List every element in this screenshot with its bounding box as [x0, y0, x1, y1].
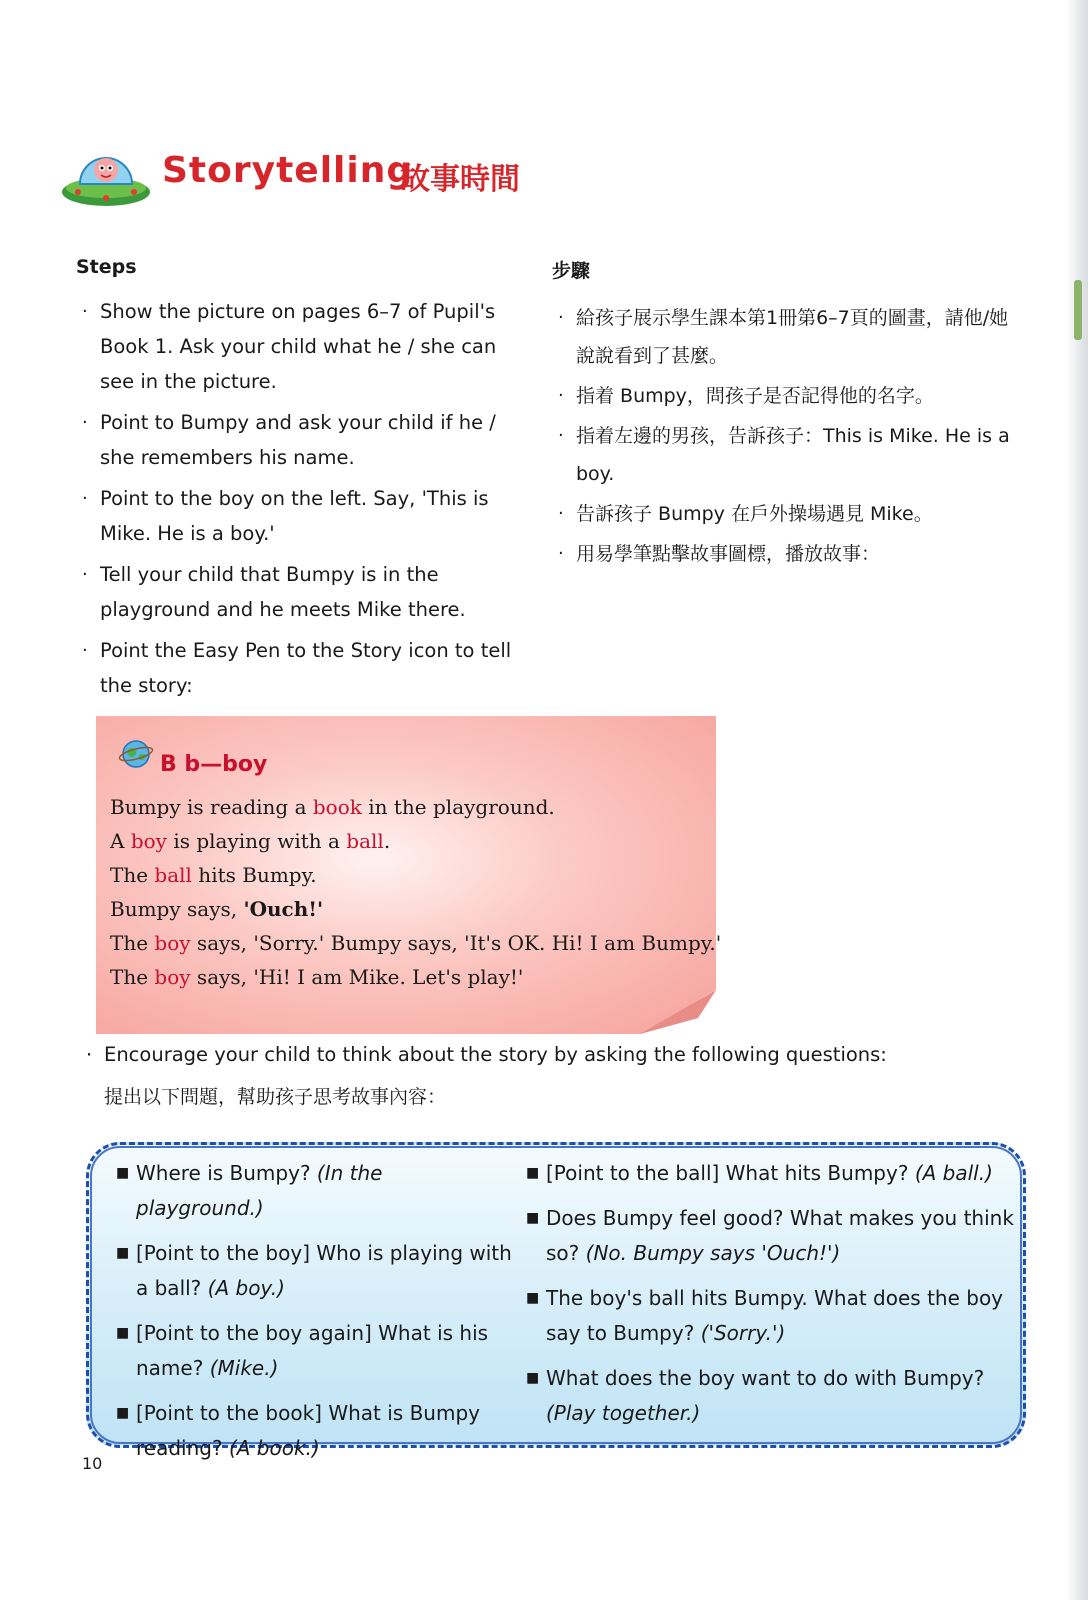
- story-keyword: boy: [154, 931, 191, 955]
- question-item: [116, 1396, 516, 1466]
- story-line: [110, 960, 710, 994]
- bullet-dot-icon: ·: [82, 640, 88, 661]
- page-curl-icon: [640, 990, 716, 1034]
- story-segment: Bumpy says,: [110, 897, 244, 921]
- bullet-dot-icon: ·: [558, 425, 564, 446]
- question-item: [526, 1361, 1016, 1431]
- story-line: [110, 892, 710, 926]
- story-keyword: boy: [154, 965, 191, 989]
- story-segment: A: [110, 829, 131, 853]
- question-item: [116, 1236, 516, 1306]
- step-text-zh: 指着左邊的男孩，告訴孩子：This is Mike. He is a boy.: [576, 425, 1010, 485]
- question-text: [Point to the book] What is Bumpy reading?: [136, 1401, 480, 1460]
- question-item: [526, 1281, 1016, 1351]
- story-keyword: ball: [346, 829, 384, 853]
- story-segment: is playing with a: [166, 829, 347, 853]
- step-text: Point the Easy Pen to the Story icon to tell the story:: [100, 639, 512, 697]
- step-text: Tell your child that Bumpy is in the playground and he meets Mike there.: [100, 563, 466, 621]
- steps-english: [76, 256, 536, 709]
- step-text-zh: 指着 Bumpy，問孩子是否記得他的名字。: [576, 385, 934, 407]
- step-item-zh: [552, 535, 1012, 573]
- square-bullet-icon: ■: [116, 1165, 130, 1181]
- question-item: [526, 1156, 1016, 1191]
- bullet-dot-icon: ·: [558, 307, 564, 328]
- page-tab-marker: [1074, 280, 1082, 340]
- step-item-zh: [552, 417, 1012, 493]
- story-line: [110, 926, 722, 960]
- question-text: Where is Bumpy?: [136, 1161, 317, 1185]
- story-line: [110, 858, 710, 892]
- answer-text: (Mike.): [209, 1356, 279, 1380]
- story-line: [110, 824, 710, 858]
- story-keyword: book: [312, 795, 362, 819]
- questions-right-column: [526, 1156, 1016, 1441]
- bullet-dot-icon: ·: [82, 488, 88, 509]
- steps-heading: Steps: [76, 256, 137, 278]
- encourage-text-zh: 提出以下問題，幫助孩子思考故事內容：: [104, 1086, 447, 1108]
- steps-heading-zh: 步驟: [552, 260, 591, 282]
- step-text-zh: 給孩子展示學生課本第1冊第6–7頁的圖畫，請他/她說說看到了甚麼。: [576, 307, 1009, 367]
- story-text: [110, 790, 722, 994]
- answer-text: (A boy.): [207, 1276, 285, 1300]
- section-header: [60, 140, 660, 220]
- answer-text: (Play together.): [546, 1401, 701, 1425]
- story-globe-icon[interactable]: [118, 738, 154, 770]
- question-text: The boy's ball hits Bumpy. What does the boy say to Bumpy?: [546, 1286, 1004, 1345]
- question-item: [116, 1316, 516, 1386]
- steps-list-zh: [552, 299, 1012, 573]
- step-item-zh: [552, 377, 1012, 415]
- story-segment: says, 'Sorry.' Bumpy says, 'It's OK. Hi! I am Bumpy.': [190, 931, 722, 955]
- square-bullet-icon: ■: [526, 1165, 540, 1181]
- question-item: [116, 1156, 516, 1226]
- step-item: [76, 405, 536, 475]
- square-bullet-icon: ■: [116, 1325, 130, 1341]
- answer-text: (No. Bumpy says 'Ouch!'): [585, 1241, 841, 1265]
- step-text: Point to the boy on the left. Say, 'This is Mike. He is a boy.': [100, 487, 489, 545]
- encourage-instructions: [86, 1040, 986, 1112]
- steps-list: [76, 294, 536, 703]
- answer-text: (A ball.): [914, 1161, 993, 1185]
- story-segment: says, 'Hi! I am Mike. Let's play!': [190, 965, 524, 989]
- step-text: Point to Bumpy and ask your child if he / she remembers his name.: [100, 411, 496, 469]
- question-item: [526, 1201, 1016, 1271]
- question-text: Does Bumpy feel good? What makes you think so?: [546, 1206, 1014, 1265]
- square-bullet-icon: ■: [116, 1405, 130, 1421]
- section-title-zh: 故事時間: [400, 162, 520, 197]
- answer-text: ('Sorry.'): [700, 1321, 786, 1345]
- step-item: [76, 294, 536, 399]
- story-keyword: boy: [130, 829, 167, 853]
- question-text: [Point to the ball] What hits Bumpy?: [546, 1161, 915, 1185]
- story-segment: The: [110, 863, 155, 887]
- story-segment: Bumpy is reading a: [110, 795, 313, 819]
- bullet-dot-icon: ·: [558, 543, 564, 564]
- bullet-dot-icon: ·: [558, 503, 564, 524]
- square-bullet-icon: ■: [526, 1210, 540, 1226]
- square-bullet-icon: ■: [526, 1370, 540, 1386]
- step-item-zh: [552, 495, 1012, 533]
- page-number: 10: [82, 1454, 103, 1473]
- step-text: Show the picture on pages 6–7 of Pupil's Book 1. Ask your child what he / she can see in the picture.: [100, 300, 497, 393]
- step-item: [76, 633, 536, 703]
- ufo-mascot-icon: [60, 140, 156, 216]
- steps-chinese: [552, 256, 1012, 575]
- question-text: What does the boy want to do with Bumpy?: [546, 1366, 985, 1390]
- step-item-zh: [552, 299, 1012, 375]
- square-bullet-icon: ■: [116, 1245, 130, 1261]
- encourage-text-en: Encourage your child to think about the story by asking the following questions:: [104, 1043, 887, 1066]
- phonics-letter-label: B b—boy: [160, 752, 268, 777]
- step-text-zh: 用易學筆點擊故事圖標，播放故事：: [576, 543, 881, 565]
- story-segment: in the playground.: [361, 795, 555, 819]
- encourage-text: [86, 1040, 986, 1070]
- story-segment: The: [110, 931, 155, 955]
- bullet-dot-icon: ·: [558, 385, 564, 406]
- step-text-zh: 告訴孩子 Bumpy 在戶外操場遇見 Mike。: [576, 503, 933, 525]
- story-segment: .: [383, 829, 391, 853]
- question-text: [Point to the boy] Who is playing with a ball?: [136, 1241, 512, 1300]
- question-text: [Point to the boy again] What is his name?: [136, 1321, 489, 1380]
- story-keyword: ball: [154, 863, 192, 887]
- section-title: Storytelling: [162, 150, 414, 191]
- step-item: [76, 557, 536, 627]
- bullet-dot-icon: ·: [82, 412, 88, 433]
- bullet-dot-icon: ·: [82, 301, 88, 322]
- story-line: [110, 790, 710, 824]
- bullet-dot-icon: ·: [86, 1043, 93, 1066]
- square-bullet-icon: ■: [526, 1290, 540, 1306]
- story-segment: hits Bumpy.: [191, 863, 317, 887]
- answer-text: (A book.): [228, 1436, 320, 1460]
- questions-left-column: [116, 1156, 516, 1476]
- story-segment: 'Ouch!': [243, 897, 324, 921]
- story-segment: The: [110, 965, 155, 989]
- bullet-dot-icon: ·: [82, 564, 88, 585]
- page-edge: [1066, 0, 1088, 1600]
- answer-text: (In the playground.): [136, 1161, 383, 1220]
- step-item: [76, 481, 536, 551]
